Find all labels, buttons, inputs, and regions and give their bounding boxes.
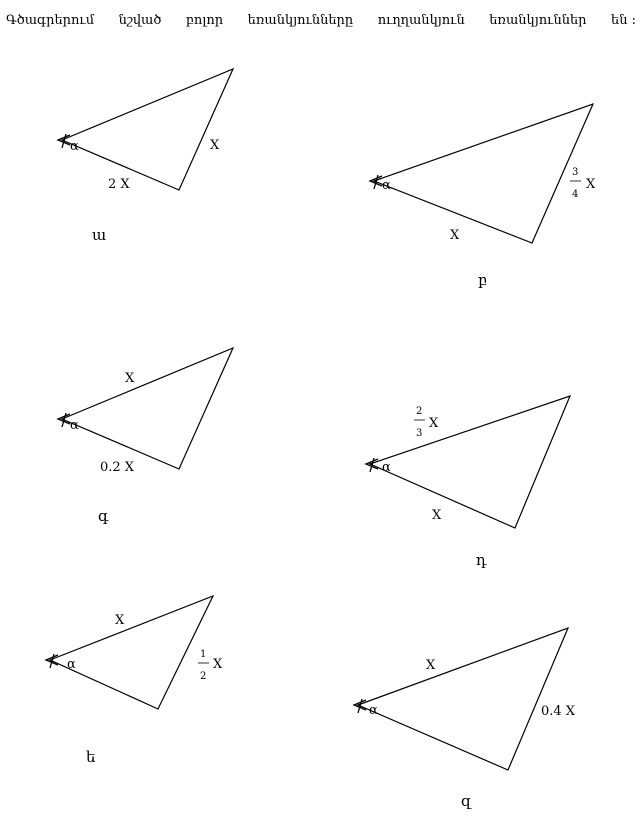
triangle-d	[370, 396, 570, 528]
instruction-word: Գծագրերում	[6, 13, 95, 28]
instruction-word: եռանկյունները	[247, 13, 354, 28]
side-label: X	[115, 613, 125, 628]
alpha-label: α	[70, 418, 79, 433]
figure-caption: դ	[476, 551, 487, 569]
fraction-numerator: 2	[416, 406, 423, 417]
side-label: X	[426, 658, 436, 673]
triangle-c	[62, 348, 233, 469]
fraction-denominator: 2	[200, 671, 207, 682]
instruction-word: բոլոր	[185, 13, 224, 28]
figure-caption: բ	[478, 271, 488, 289]
figure-caption: ե	[86, 748, 96, 766]
fraction-denominator: 4	[572, 189, 579, 200]
angle-mark-icon	[46, 654, 58, 668]
side-label: 2 X	[108, 177, 130, 192]
figure-caption: զ	[461, 792, 472, 810]
side-label: X	[450, 228, 460, 243]
instruction-word: ուղղանկյուն	[377, 13, 465, 28]
side-label: X	[432, 508, 442, 523]
fraction-numerator: 3	[572, 167, 579, 178]
angle-mark-icon	[370, 175, 382, 189]
triangle-a	[62, 69, 233, 190]
side-label: X	[586, 177, 596, 192]
instruction-word: են :	[611, 13, 636, 28]
side-label: X	[213, 657, 223, 672]
side-label: X	[125, 371, 135, 386]
fraction-numerator: 1	[200, 649, 207, 660]
fraction-denominator: 3	[416, 428, 423, 439]
alpha-label: α	[382, 460, 391, 475]
triangle-e	[50, 596, 213, 709]
side-label: X	[429, 416, 439, 431]
side-label: 0.2 X	[100, 460, 135, 475]
triangle-f	[358, 628, 568, 770]
instruction-word: նշված	[118, 13, 162, 28]
figure-caption: ա	[92, 226, 107, 244]
triangle-b	[374, 104, 593, 243]
instruction-word: եռանկյուններ	[489, 13, 587, 28]
side-label: X	[210, 138, 220, 153]
angle-mark-icon	[354, 699, 366, 713]
angle-mark-icon	[366, 458, 378, 472]
angle-mark-icon	[58, 413, 70, 427]
alpha-label: α	[382, 178, 391, 193]
alpha-label: α	[67, 657, 76, 672]
figure-caption: գ	[98, 507, 109, 525]
alpha-label: α	[369, 703, 378, 718]
side-label: 0.4 X	[541, 704, 576, 719]
alpha-label: α	[70, 139, 79, 154]
angle-mark-icon	[58, 134, 70, 148]
